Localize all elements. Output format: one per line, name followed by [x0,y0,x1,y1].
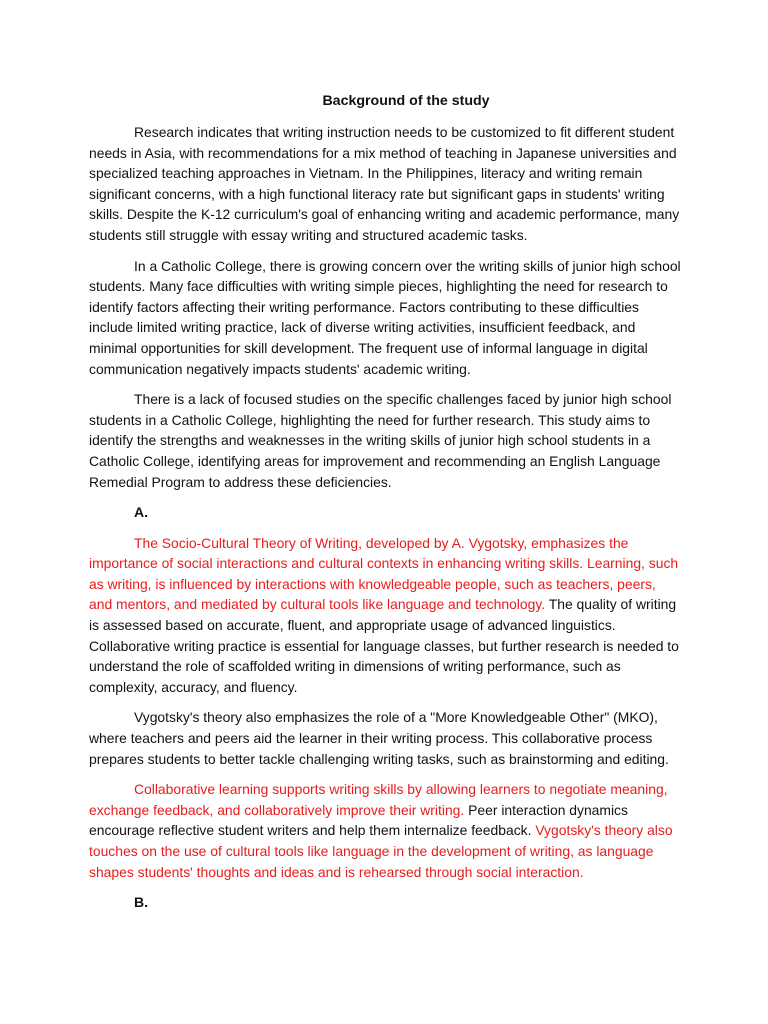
paragraph-5: Vygotsky's theory also emphasizes the role of a "More Knowledgeable Other" (MKO), where teachers and peers aid the learner in their writing process. This collaborative process prepares students to better tackle challenging writing tasks, such as brainstorming and editing. [89,709,669,767]
paragraph-4-plain-text: The quality of writing is assessed based on accurate, fluent, and appropriate usage of advanced linguistics. Collaborative writing practice is essential for language classes, but further research is needed to understand the role of scaffolded writing in dimensions of writing performance, such as complexity, accuracy, and fluency. [89,596,679,695]
paragraph-2: In a Catholic College, there is growing concern over the writing skills of junior high school students. Many face difficulties with writing simple pieces, highlighting the need for research to identify factors affecting their writing performance. Factors contributing to these difficulties include limited writing practice, lack of diverse writing activities, insufficient feedback, and minimal opportunities for skill development. The frequent use of informal language in digital communication negatively impacts students' academic writing. [89,257,681,377]
paragraph-6 [89,779,682,882]
paragraph-4-highlighted-text: The Socio-Cultural Theory of Writing, developed by A. Vygotsky, emphasizes the importance of social interactions and cultural contexts in enhancing writing skills. Learning, such as writing, is influenced by interactions with knowledgeable people, such as teachers, peers, and mentors, and mediated by cultural tools like language and technology. [89,534,679,613]
document-title: Background of the study [322,93,490,109]
paragraph-3: There is a lack of focused studies on the specific challenges faced by junior high school students in a Catholic College, highlighting the need for further research. This study aims to identify the strengths and weaknesses in the writing skills of junior high school students in a Catholic College, identifying areas for improvement and recommending an English Language Remedial Program to address these deficiencies. [89,391,672,490]
paragraph-6-plain-text: Peer interaction dynamics encourage reflective student writers and help them internalize feedback. [89,801,628,839]
paragraph-6-highlighted-text-2: Vygotsky's theory also touches on the use of cultural tools like language in the development of writing, as language shapes students' thoughts and ideas and is rehearsed through social interaction. [89,822,673,880]
document-body [89,122,682,923]
section-a-heading: A. [134,504,148,521]
paragraph-1: Research indicates that writing instruction needs to be customized to fit different student needs in Asia, with recommendations for a mix method of teaching in Japanese universities and specialized teaching approaches in Vietnam. In the Philippines, literacy and writing remain significant concerns, with a high functional literacy rate but significant gaps in students' writing skills. Despite the K-12 curriculum's goal of enhancing writing and academic performance, many students still struggle with essay writing and structured academic tasks. [89,124,680,243]
section-b-heading: B. [134,894,148,911]
paragraph-6-highlighted-text-1: Collaborative learning supports writing skills by allowing learners to negotiate meaning, exchange feedback, and collaboratively improve their writing. [89,781,668,818]
paragraph-4 [89,533,682,698]
